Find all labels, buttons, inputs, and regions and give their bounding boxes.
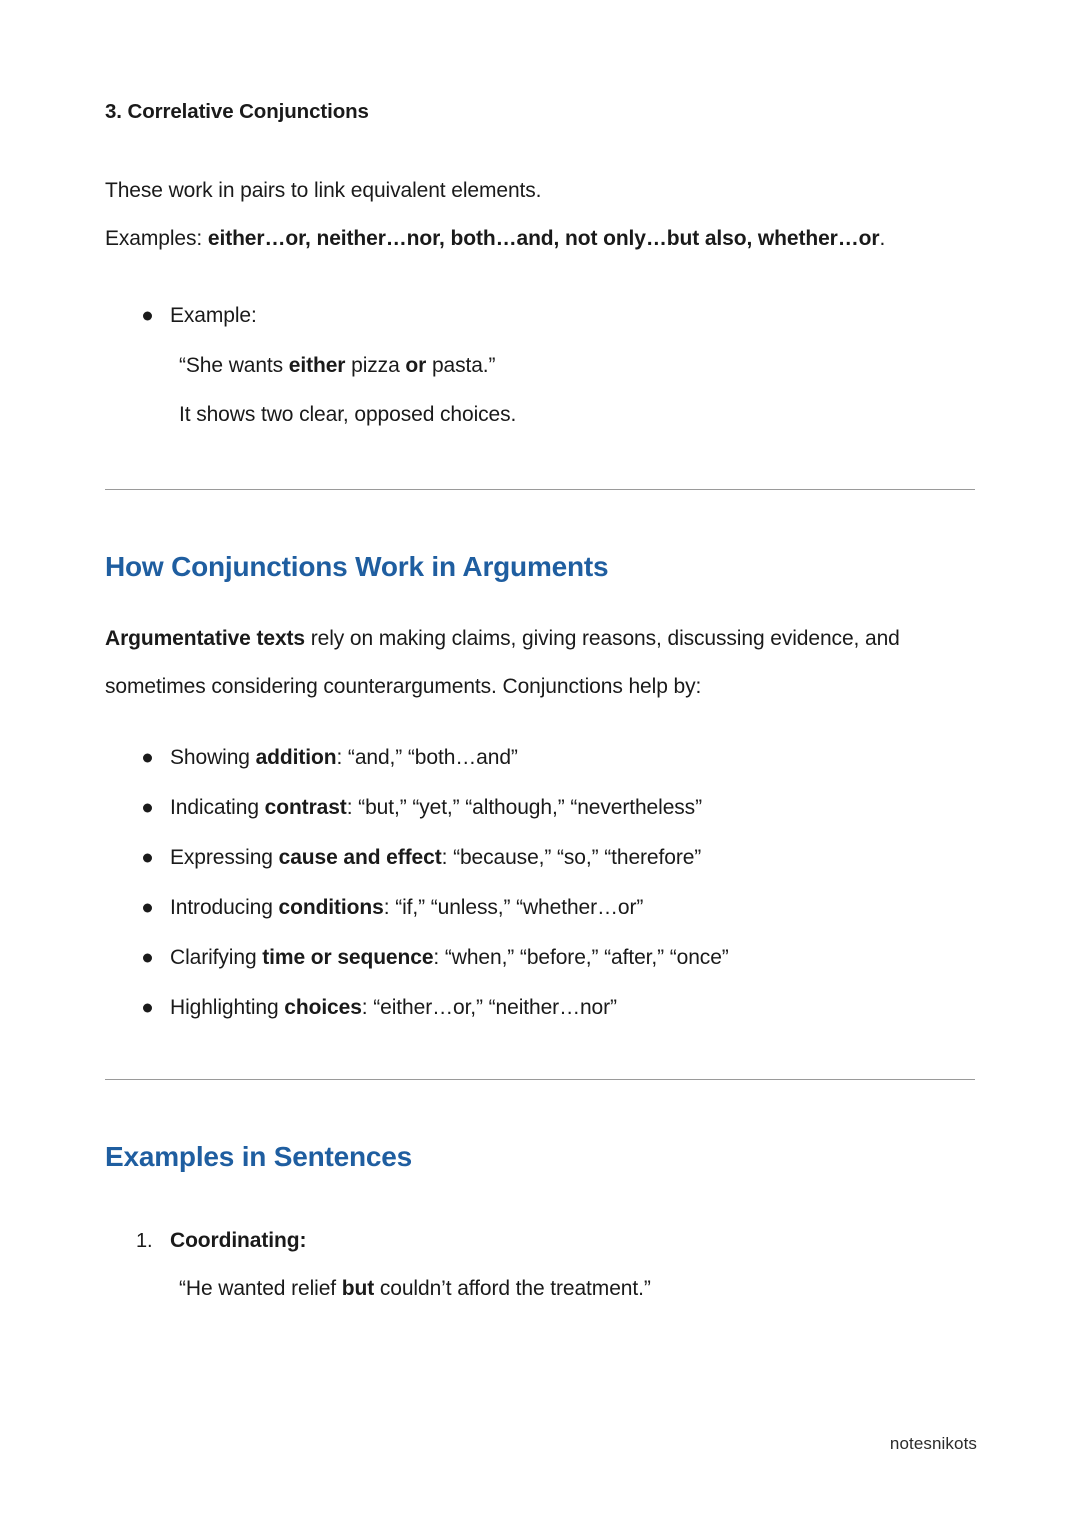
bullet-bold-text: conditions xyxy=(278,896,384,920)
quote-bold-either: either xyxy=(288,353,346,377)
footer-watermark: notesnikots xyxy=(889,1434,977,1453)
examples-trailing-text: . xyxy=(879,226,886,250)
example-label: Example: xyxy=(170,303,257,327)
list-item-label-suffix: : xyxy=(299,1228,307,1252)
examples-terms-text: either…or, neither…nor, both…and, not only…but also, whether…or xyxy=(207,226,880,250)
section-heading-examples: Examples in Sentences xyxy=(105,1141,413,1173)
list-item xyxy=(105,1218,977,1264)
bullet-rest-text: : “if,” “unless,” “whether…or” xyxy=(383,896,644,920)
subsection-intro-paragraph xyxy=(105,167,977,215)
coordinating-quote-line xyxy=(105,1264,977,1313)
quote-mid-text: pizza xyxy=(345,353,406,377)
bullet-dot-icon xyxy=(143,854,152,863)
list-item-label: Coordinating xyxy=(170,1228,300,1252)
quote-pre-text: “She wants xyxy=(179,353,289,377)
bullet-lead-text: Showing xyxy=(170,746,256,770)
list-item xyxy=(105,783,977,833)
bullet-bold-text: addition xyxy=(255,746,337,770)
examples-numbered-list xyxy=(105,1218,977,1264)
bullet-lead-text: Clarifying xyxy=(170,946,263,970)
example-explanation-line xyxy=(105,390,977,439)
quote-post-text: pasta.” xyxy=(426,353,496,377)
spacer xyxy=(105,1174,977,1218)
quote-post-text: couldn’t afford the treatment.” xyxy=(374,1276,651,1300)
bullet-dot-icon xyxy=(143,904,152,913)
list-item-number: 1. xyxy=(136,1229,153,1252)
bullet-dot-icon xyxy=(143,311,152,320)
spacer xyxy=(105,1033,977,1079)
bullet-lead-text: Indicating xyxy=(170,796,265,820)
bullet-bold-text: time or sequence xyxy=(262,946,434,970)
bullet-bold-text: choices xyxy=(284,996,362,1020)
list-item xyxy=(105,983,977,1033)
spacer xyxy=(105,583,977,615)
bullet-bold-text: cause and effect xyxy=(278,846,442,870)
quote-bold-or: or xyxy=(405,353,427,377)
arguments-intro-rest: rely on making claims, giving reasons, discussing evidence, and sometimes considering counterarguments. Conjunctions help by: xyxy=(105,627,900,699)
example-explanation-text: It shows two clear, opposed choices. xyxy=(179,402,517,426)
bullet-dot-icon xyxy=(143,804,152,813)
arguments-bullet-list xyxy=(105,733,977,1033)
spacer xyxy=(105,490,977,550)
subsection-title: 3. Correlative Conjunctions xyxy=(105,100,369,123)
spacer xyxy=(105,711,977,733)
arguments-intro-bold: Argumentative texts xyxy=(105,627,305,651)
spacer xyxy=(105,263,977,291)
spacer xyxy=(105,1080,977,1140)
bullet-dot-icon xyxy=(143,754,152,763)
list-item xyxy=(105,883,977,933)
bullet-rest-text: : “when,” “before,” “after,” “once” xyxy=(433,946,729,970)
bullet-dot-icon xyxy=(143,1004,152,1013)
bullet-lead-text: Introducing xyxy=(170,896,279,920)
quote-bold-but: but xyxy=(341,1276,375,1300)
bullet-rest-text: : “but,” “yet,” “although,” “nevertheless” xyxy=(346,796,702,820)
spacer xyxy=(105,439,977,489)
subsection-intro-text: These work in pairs to link equivalent elements. xyxy=(105,178,542,202)
bullet-bold-text: contrast xyxy=(264,796,347,820)
section-heading-arguments: How Conjunctions Work in Arguments xyxy=(105,550,609,582)
document-content xyxy=(105,100,977,1313)
bullet-rest-text: : “and,” “both…and” xyxy=(336,746,518,770)
bullet-dot-icon xyxy=(143,954,152,963)
correlative-examples-paragraph xyxy=(105,215,977,263)
correlative-example-list xyxy=(105,291,977,341)
bullet-rest-text: : “either…or,” “neither…nor” xyxy=(361,996,617,1020)
list-item xyxy=(105,833,977,883)
list-item xyxy=(105,733,977,783)
quote-pre-text: “He wanted relief xyxy=(179,1276,342,1300)
arguments-intro-paragraph xyxy=(105,615,977,711)
bullet-lead-text: Expressing xyxy=(170,846,279,870)
bullet-lead-text: Highlighting xyxy=(170,996,285,1020)
bullet-rest-text: : “because,” “so,” “therefore” xyxy=(441,846,702,870)
examples-lead-text: Examples: xyxy=(105,226,208,250)
example-quote-line xyxy=(105,341,977,390)
list-item xyxy=(105,291,977,341)
list-item xyxy=(105,933,977,983)
